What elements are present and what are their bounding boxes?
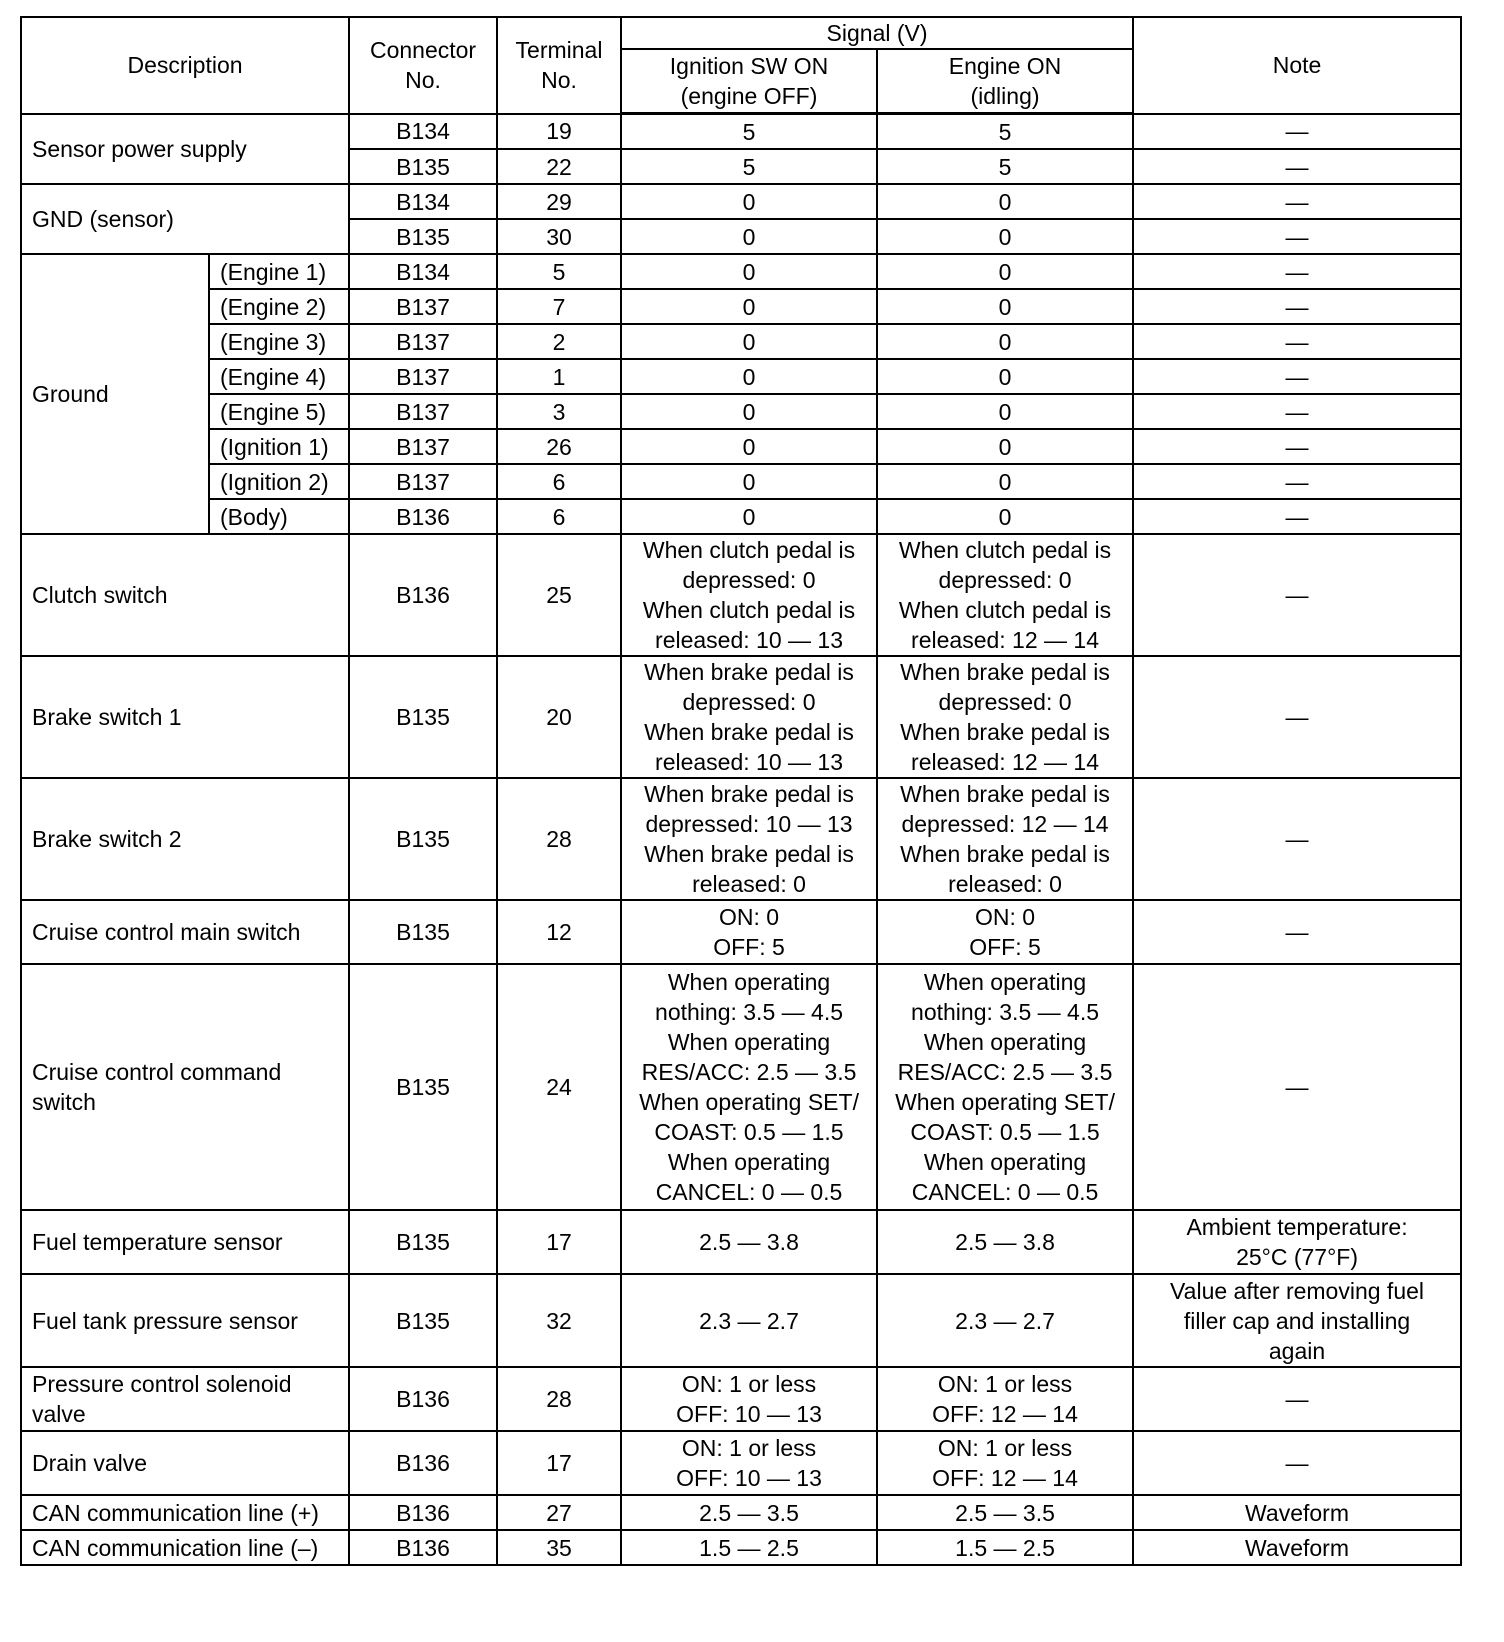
- header-engine-on: Engine ON (idling): [877, 49, 1133, 114]
- table-row: [21, 184, 1461, 219]
- row-engine-value: When operating nothing: 3.5 — 4.5 When operating RES/ACC: 2.5 — 3.5 When operating SET/ COAST: 0.5 — 1.5 When operating CANCEL: 0 — 0.5: [877, 964, 1133, 1210]
- row-engine-value: ON: 1 or less OFF: 12 — 14: [877, 1431, 1133, 1495]
- row-connector: B135: [349, 964, 497, 1210]
- row-connector: B137: [349, 359, 497, 394]
- row-note: —: [1133, 1367, 1461, 1431]
- row-terminal: 1: [497, 359, 621, 394]
- row-ignition-value: 2.3 — 2.7: [621, 1274, 877, 1367]
- row-engine-value: 0: [877, 219, 1133, 254]
- row-description: Sensor power supply: [21, 114, 349, 185]
- row-engine-value: 2.5 — 3.8: [877, 1210, 1133, 1274]
- row-note: Ambient temperature: 25°C (77°F): [1133, 1210, 1461, 1274]
- row-connector: B137: [349, 394, 497, 429]
- row-ignition-value: 0: [621, 219, 877, 254]
- row-engine-value: When clutch pedal is depressed: 0 When clutch pedal is released: 12 — 14: [877, 534, 1133, 656]
- row-description: CAN communication line (–): [21, 1530, 349, 1565]
- row-note: Waveform: [1133, 1495, 1461, 1530]
- row-engine-value: 0: [877, 254, 1133, 289]
- row-note: —: [1133, 114, 1461, 150]
- table-row: [21, 656, 1461, 778]
- row-connector: B137: [349, 429, 497, 464]
- row-note: —: [1133, 499, 1461, 534]
- row-description: CAN communication line (+): [21, 1495, 349, 1530]
- row-ignition-value: 2.5 — 3.8: [621, 1210, 877, 1274]
- table-row: [21, 289, 1461, 324]
- row-terminal: 24: [497, 964, 621, 1210]
- row-note: —: [1133, 184, 1461, 219]
- row-terminal: 3: [497, 394, 621, 429]
- row-terminal: 17: [497, 1431, 621, 1495]
- ecm-signal-table: [20, 16, 1462, 1566]
- row-ignition-value: 0: [621, 394, 877, 429]
- table-row: [21, 1367, 1461, 1431]
- row-terminal: 2: [497, 324, 621, 359]
- row-connector: B135: [349, 149, 497, 184]
- table-row: [21, 1530, 1461, 1565]
- row-connector: B137: [349, 464, 497, 499]
- header-row-1: [21, 17, 1461, 49]
- row-description: Cruise control main switch: [21, 900, 349, 964]
- table-row: [21, 1431, 1461, 1495]
- row-note: —: [1133, 394, 1461, 429]
- row-description: Ground: [21, 254, 209, 534]
- row-engine-value: 0: [877, 184, 1133, 219]
- row-terminal: 26: [497, 429, 621, 464]
- row-ignition-value: When clutch pedal is depressed: 0 When clutch pedal is released: 10 — 13: [621, 534, 877, 656]
- row-ignition-value: 1.5 — 2.5: [621, 1530, 877, 1565]
- row-ignition-value: 0: [621, 289, 877, 324]
- row-connector: B135: [349, 900, 497, 964]
- row-ignition-value: 0: [621, 184, 877, 219]
- row-connector: B136: [349, 1530, 497, 1565]
- row-engine-value: ON: 1 or less OFF: 12 — 14: [877, 1367, 1133, 1431]
- row-terminal: 17: [497, 1210, 621, 1274]
- table-row: [21, 324, 1461, 359]
- table-row: [21, 1495, 1461, 1530]
- row-note: —: [1133, 359, 1461, 394]
- row-connector: B136: [349, 1367, 497, 1431]
- table-row: [21, 499, 1461, 534]
- row-terminal: 25: [497, 534, 621, 656]
- row-engine-value: 0: [877, 289, 1133, 324]
- row-terminal: 35: [497, 1530, 621, 1565]
- row-connector: B136: [349, 499, 497, 534]
- row-ignition-value: 0: [621, 429, 877, 464]
- row-engine-value: 5: [877, 149, 1133, 184]
- row-engine-value: 0: [877, 394, 1133, 429]
- header-description: Description: [21, 17, 349, 114]
- table-row: [21, 1210, 1461, 1274]
- table-row: [21, 778, 1461, 900]
- row-engine-value: 0: [877, 429, 1133, 464]
- row-note: —: [1133, 534, 1461, 656]
- row-note: —: [1133, 656, 1461, 778]
- row-description: Brake switch 2: [21, 778, 349, 900]
- row-engine-value: When brake pedal is depressed: 12 — 14 When brake pedal is released: 0: [877, 778, 1133, 900]
- row-connector: B135: [349, 1210, 497, 1274]
- row-terminal: 28: [497, 778, 621, 900]
- row-engine-value: 0: [877, 359, 1133, 394]
- table-row: [21, 359, 1461, 394]
- row-engine-value: 5: [877, 114, 1133, 150]
- row-engine-value: 1.5 — 2.5: [877, 1530, 1133, 1565]
- row-ignition-value: ON: 0 OFF: 5: [621, 900, 877, 964]
- row-terminal: 6: [497, 464, 621, 499]
- row-ignition-value: 5: [621, 149, 877, 184]
- row-terminal: 22: [497, 149, 621, 184]
- row-engine-value: 2.5 — 3.5: [877, 1495, 1133, 1530]
- header-ignition-sw-on: Ignition SW ON (engine OFF): [621, 49, 877, 114]
- row-ignition-value: 0: [621, 499, 877, 534]
- row-terminal: 28: [497, 1367, 621, 1431]
- row-ignition-value: 0: [621, 324, 877, 359]
- row-terminal: 7: [497, 289, 621, 324]
- row-sub-label: (Engine 1): [209, 254, 349, 289]
- row-connector: B134: [349, 254, 497, 289]
- row-description: Pressure control solenoid valve: [21, 1367, 349, 1431]
- header-note: Note: [1133, 17, 1461, 114]
- row-sub-label: (Engine 3): [209, 324, 349, 359]
- row-sub-label: (Ignition 1): [209, 429, 349, 464]
- row-connector: B137: [349, 289, 497, 324]
- row-connector: B137: [349, 324, 497, 359]
- row-ignition-value: 0: [621, 359, 877, 394]
- row-note: Value after removing fuel filler cap and installing again: [1133, 1274, 1461, 1367]
- row-description: Fuel tank pressure sensor: [21, 1274, 349, 1367]
- table-row: [21, 429, 1461, 464]
- row-note: —: [1133, 219, 1461, 254]
- signal-table-sheet: [20, 16, 1462, 1566]
- row-connector: B135: [349, 778, 497, 900]
- row-note: —: [1133, 778, 1461, 900]
- row-ignition-value: When brake pedal is depressed: 0 When brake pedal is released: 10 — 13: [621, 656, 877, 778]
- row-terminal: 5: [497, 254, 621, 289]
- row-note: —: [1133, 964, 1461, 1210]
- row-note: —: [1133, 289, 1461, 324]
- row-connector: B135: [349, 656, 497, 778]
- header-connector-no: Connector No.: [349, 17, 497, 114]
- row-connector: B135: [349, 219, 497, 254]
- row-note: —: [1133, 464, 1461, 499]
- row-sub-label: (Engine 2): [209, 289, 349, 324]
- row-ignition-value: 2.5 — 3.5: [621, 1495, 877, 1530]
- row-ignition-value: ON: 1 or less OFF: 10 — 13: [621, 1367, 877, 1431]
- row-description: Fuel temperature sensor: [21, 1210, 349, 1274]
- row-description: Cruise control command switch: [21, 964, 349, 1210]
- table-row: [21, 964, 1461, 1210]
- row-connector: B134: [349, 184, 497, 219]
- row-terminal: 32: [497, 1274, 621, 1367]
- row-terminal: 12: [497, 900, 621, 964]
- row-connector: B136: [349, 1431, 497, 1495]
- row-terminal: 20: [497, 656, 621, 778]
- row-engine-value: ON: 0 OFF: 5: [877, 900, 1133, 964]
- row-terminal: 27: [497, 1495, 621, 1530]
- row-ignition-value: When brake pedal is depressed: 10 — 13 When brake pedal is released: 0: [621, 778, 877, 900]
- table-row: [21, 254, 1461, 289]
- row-ignition-value: ON: 1 or less OFF: 10 — 13: [621, 1431, 877, 1495]
- row-description: Clutch switch: [21, 534, 349, 656]
- row-connector: B136: [349, 534, 497, 656]
- row-sub-label: (Engine 4): [209, 359, 349, 394]
- row-engine-value: 0: [877, 324, 1133, 359]
- row-sub-label: (Ignition 2): [209, 464, 349, 499]
- table-row: [21, 900, 1461, 964]
- row-sub-label: (Body): [209, 499, 349, 534]
- row-engine-value: 0: [877, 499, 1133, 534]
- row-ignition-value: 0: [621, 254, 877, 289]
- table-row: [21, 394, 1461, 429]
- row-description: Brake switch 1: [21, 656, 349, 778]
- row-note: —: [1133, 149, 1461, 184]
- header-terminal-no: Terminal No.: [497, 17, 621, 114]
- row-ignition-value: 0: [621, 464, 877, 499]
- row-engine-value: When brake pedal is depressed: 0 When brake pedal is released: 12 — 14: [877, 656, 1133, 778]
- row-engine-value: 2.3 — 2.7: [877, 1274, 1133, 1367]
- row-note: Waveform: [1133, 1530, 1461, 1565]
- row-ignition-value: When operating nothing: 3.5 — 4.5 When operating RES/ACC: 2.5 — 3.5 When operating SET/ COAST: 0.5 — 1.5 When operating CANCEL: 0 — 0.5: [621, 964, 877, 1210]
- table-row: [21, 534, 1461, 656]
- row-sub-label: (Engine 5): [209, 394, 349, 429]
- row-connector: B135: [349, 1274, 497, 1367]
- row-description: Drain valve: [21, 1431, 349, 1495]
- row-note: —: [1133, 429, 1461, 464]
- row-connector: B136: [349, 1495, 497, 1530]
- row-note: —: [1133, 324, 1461, 359]
- row-description: GND (sensor): [21, 184, 349, 254]
- row-engine-value: 0: [877, 464, 1133, 499]
- table-row: [21, 1274, 1461, 1367]
- row-terminal: 30: [497, 219, 621, 254]
- row-terminal: 6: [497, 499, 621, 534]
- table-row: [21, 114, 1461, 150]
- row-ignition-value: 5: [621, 114, 877, 150]
- row-terminal: 19: [497, 114, 621, 150]
- row-note: —: [1133, 900, 1461, 964]
- row-note: —: [1133, 254, 1461, 289]
- header-signal: Signal (V): [621, 17, 1133, 49]
- row-note: —: [1133, 1431, 1461, 1495]
- row-connector: B134: [349, 114, 497, 150]
- row-terminal: 29: [497, 184, 621, 219]
- table-row: [21, 464, 1461, 499]
